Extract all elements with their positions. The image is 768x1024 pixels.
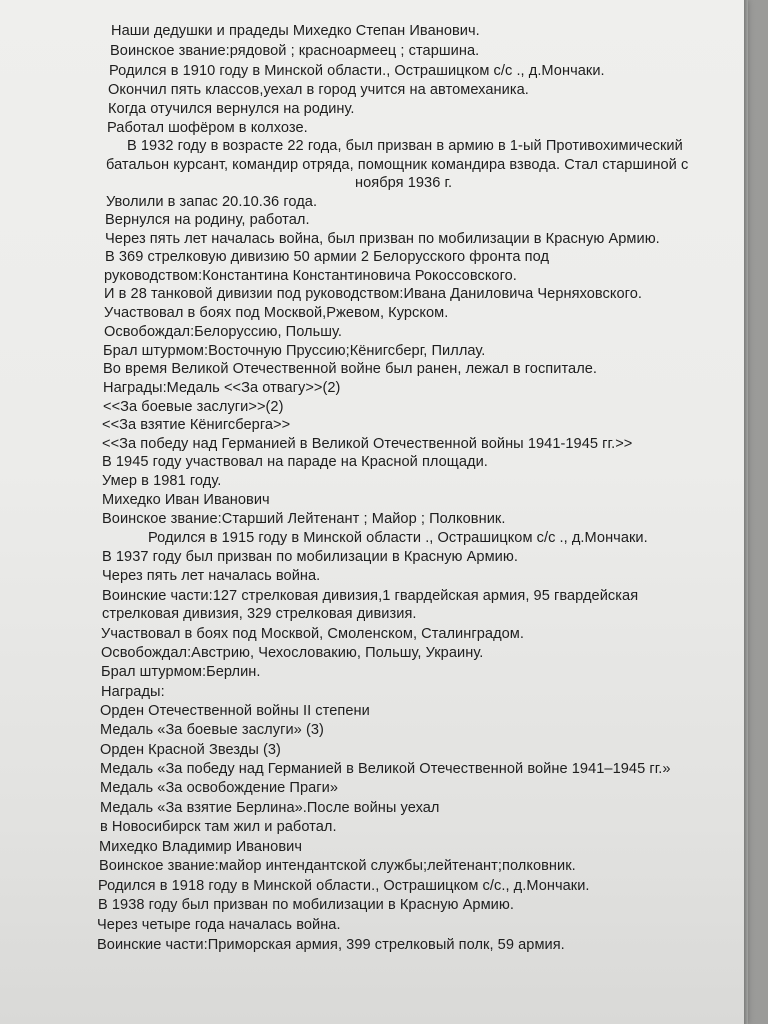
text-line: <<За взятие Кёнигсберга>>: [102, 417, 291, 433]
text-line: Работал шофёром в колхозе.: [107, 120, 308, 136]
text-line: Медаль «За взятие Берлина».После войны уехал: [100, 800, 440, 816]
text-line: Воинское звание:майор интендантской службы;лейтенант;полковник.: [99, 858, 576, 874]
text-line: Вернулся на родину, работал.: [105, 212, 310, 228]
text-line: Михедко Владимир Иванович: [99, 839, 302, 855]
sheet-edge-shadow: [744, 0, 748, 1024]
text-line: Участвовал в боях под Москвой,Ржевом, Курском.: [104, 305, 449, 321]
text-line: в Новосибирск там жил и работал.: [100, 819, 337, 835]
text-line: Через пять лет началась война, был призван по мобилизации в Красную Армию.: [105, 231, 660, 247]
text-line: Когда отучился вернулся на родину.: [108, 101, 355, 117]
text-line: Родился в 1915 году в Минской области ., Острашицком с/с ., д.Мончаки.: [148, 530, 648, 546]
text-line: руководством:Константина Константиновича Рокоссовского.: [104, 268, 517, 284]
text-line: Брал штурмом:Восточную Пруссию;Кёнигсберг, Пиллау.: [103, 343, 486, 359]
text-line: Награды:Медаль <<За отвагу>>(2): [103, 380, 341, 396]
text-line: Орден Красной Звезды (3): [100, 742, 281, 758]
text-line: Освобождал:Белоруссию, Польшу.: [104, 324, 343, 340]
text-line: Во время Великой Отечественной войне был ранен, лежал в госпитале.: [103, 361, 598, 377]
text-line: ноября 1936 г.: [355, 175, 453, 191]
text-line: Участвовал в боях под Москвой, Смоленском, Сталинградом.: [101, 626, 524, 642]
text-line: Через четыре года началась война.: [97, 917, 341, 933]
text-line: Медаль «За боевые заслуги» (3): [100, 722, 324, 738]
text-line: В 1945 году участвовал на параде на Красной площади.: [102, 454, 488, 470]
text-line: Воинские части:127 стрелковая дивизия,1 гвардейская армия, 95 гвардейская: [102, 588, 639, 604]
text-line: <<За победу над Германией в Великой Отечественной войны 1941-1945 гг.>>: [102, 436, 633, 452]
text-line: Воинское звание:рядовой ; красноармеец ; старшина.: [110, 43, 480, 59]
text-line: В 1937 году был призван по мобилизации в Красную Армию.: [102, 549, 518, 565]
text-line: Михедко Иван Иванович: [102, 492, 270, 508]
text-line: батальон курсант, командир отряда, помощник командира взвода. Стал старшиной с: [106, 157, 689, 173]
text-line: Освобождал:Австрию, Чехословакию, Польшу, Украину.: [101, 645, 484, 661]
text-line: Брал штурмом:Берлин.: [101, 664, 261, 680]
text-line: Медаль «За освобождение Праги»: [100, 780, 339, 796]
text-line: И в 28 танковой дивизии под руководством:Ивана Даниловича Черняховского.: [104, 286, 642, 302]
text-line: Родился в 1918 году в Минской области., Острашицком с/с., д.Мончаки.: [98, 878, 590, 894]
text-line: Награды:: [101, 684, 165, 700]
text-line: <<За боевые заслуги>>(2): [103, 399, 284, 415]
text-line: Воинское звание:Старший Лейтенант ; Майор ; Полковник.: [102, 511, 506, 527]
text-line: Умер в 1981 году.: [102, 473, 222, 489]
text-line: Уволили в запас 20.10.36 года.: [106, 194, 318, 210]
text-line: стрелковая дивизия, 329 стрелковая дивизия.: [102, 606, 417, 622]
text-line: В 1932 году в возрасте 22 года, был призван в армию в 1-ый Противохимический: [127, 138, 683, 154]
text-line: Наши дедушки и прадеды Михедко Степан Иванович.: [111, 23, 480, 39]
text-line: Орден Отечественной войны II степени: [100, 703, 370, 719]
text-line: Родился в 1910 году в Минской области., Острашицком с/с ., д.Мончаки.: [109, 63, 605, 79]
text-line: Окончил пять классов,уехал в город учится на автомеханика.: [108, 82, 529, 98]
text-line: В 1938 году был призван по мобилизации в Красную Армию.: [98, 897, 514, 913]
text-line: Медаль «За победу над Германией в Великой Отечественной войне 1941–1945 гг.»: [100, 761, 671, 777]
text-line: В 369 стрелковую дивизию 50 армии 2 Белорусского фронта под: [105, 249, 550, 265]
text-line: Воинские части:Приморская армия, 399 стрелковый полк, 59 армия.: [97, 937, 565, 953]
text-line: Через пять лет началась война.: [102, 568, 321, 584]
